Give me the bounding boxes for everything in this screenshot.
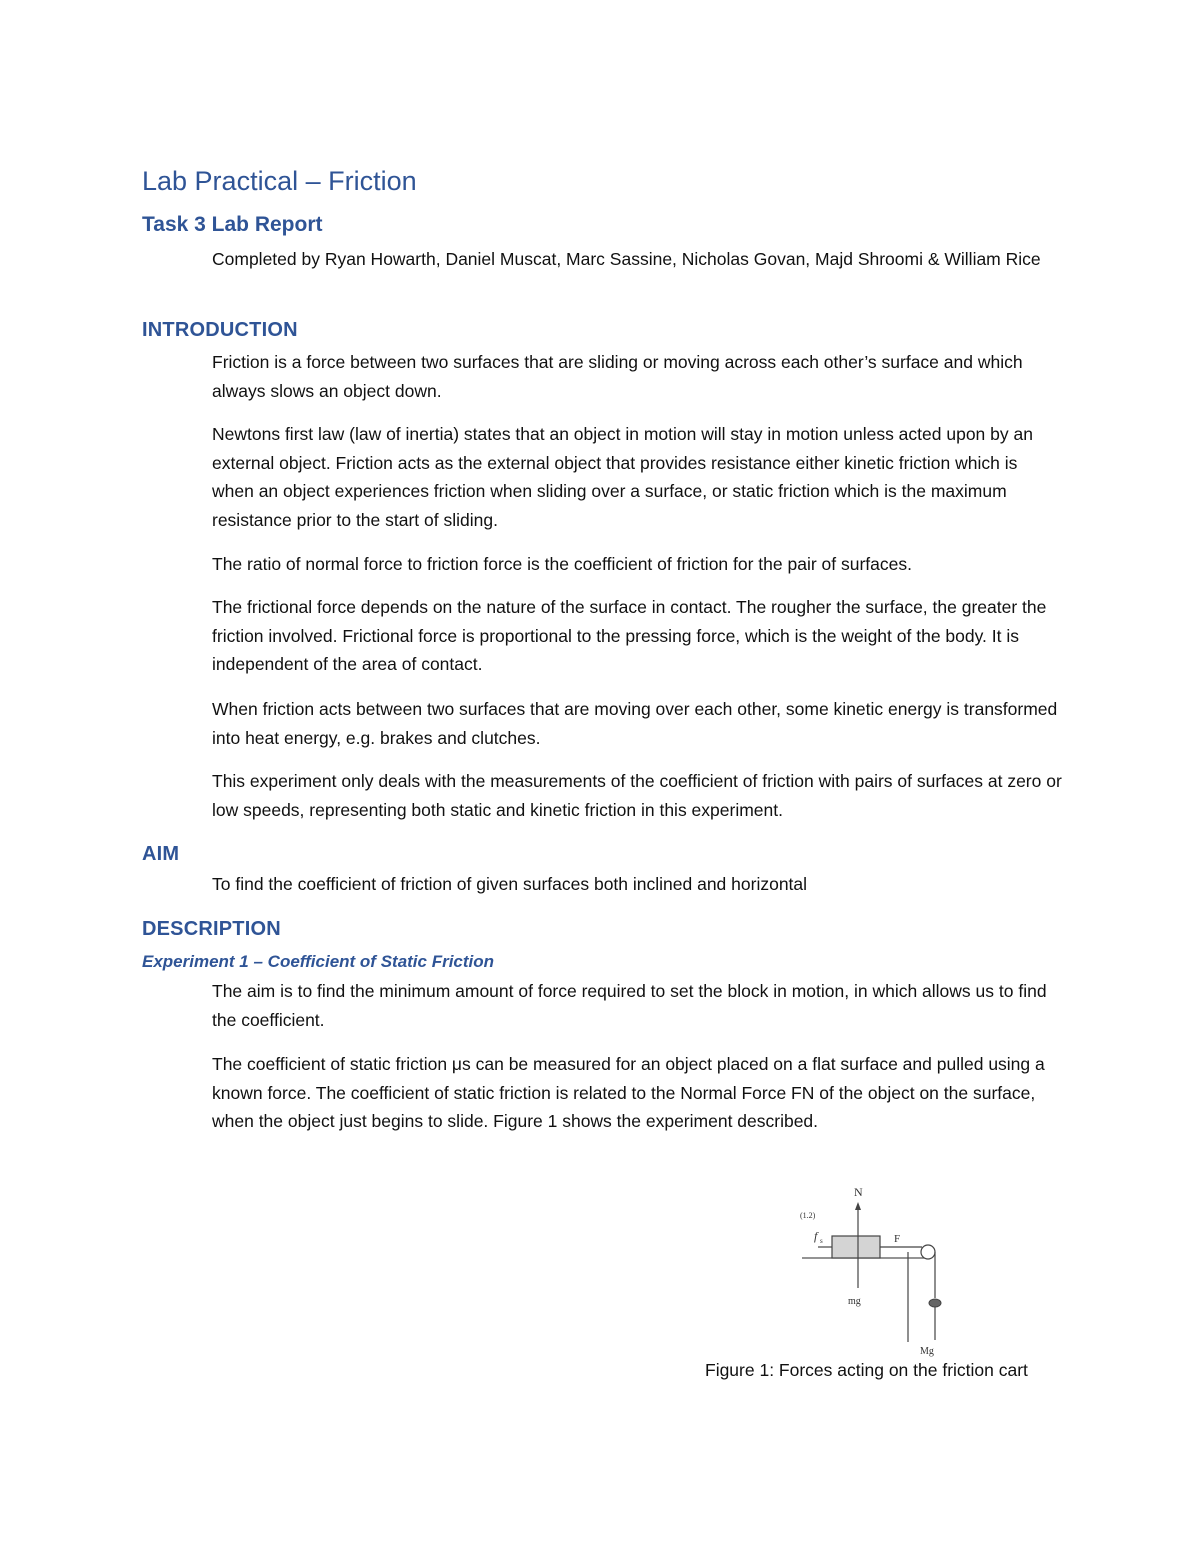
hanging-weight-label: Mg <box>920 1346 934 1357</box>
intro-paragraph-5: When friction acts between two surfaces that are moving over each other, some kinetic energy is transformed into heat energy, e.g. brakes and clutches. <box>212 699 1058 748</box>
intro-paragraph-6: This experiment only deals with the measurements of the coefficient of friction with pairs of surfaces at zero or low speeds, representing both static and kinetic friction in this experiment. <box>212 771 1062 820</box>
intro-paragraph-3: The ratio of normal force to friction force is the coefficient of friction for the pair of surfaces. <box>212 554 912 574</box>
experiment-1-paragraph-2: The coefficient of static friction μs can be measured for an object placed on a flat surface and pulled using a known force. The coefficient of static friction is related to the Normal Force FN of the object on the surface, when the object just begins to slide. Figure 1 shows the experiment described. <box>212 1054 1045 1131</box>
cart-block <box>832 1236 880 1258</box>
aim-heading: AIM <box>142 843 180 865</box>
intro-paragraph-4: The frictional force depends on the nature of the surface in contact. The rougher the surface, the greater the friction involved. Frictional force is proportional to the pressing force, which is the weight of the body. It is independent of the area of contact. <box>212 597 1047 674</box>
figure-1-forces-diagram <box>796 1180 956 1360</box>
document-subtitle: Task 3 Lab Report <box>142 213 323 236</box>
friction-label: f <box>814 1229 818 1243</box>
introduction-heading: INTRODUCTION <box>142 319 298 341</box>
pulley <box>921 1245 935 1259</box>
intro-paragraph-1: Friction is a force between two surfaces that are sliding or moving across each other’s surface and which always slows an object down. <box>212 352 1023 401</box>
normal-arrowhead <box>855 1202 861 1210</box>
friction-sub-label: s <box>820 1237 823 1245</box>
description-heading: DESCRIPTION <box>142 918 281 940</box>
forces-diagram-svg <box>796 1180 956 1360</box>
aim-text: To find the coefficient of friction of given surfaces both inclined and horizontal <box>212 874 808 894</box>
intro-paragraph-2: Newtons first law (law of inertia) states that an object in motion will stay in motion unless acted upon by an external object. Friction acts as the external object that provides resistance either kinetic friction which is when an object experiences friction when sliding over a surface, or static friction which is the maximum resistance prior to the start of sliding. <box>212 424 1033 530</box>
normal-label: N <box>854 1185 863 1199</box>
authors-line: Completed by Ryan Howarth, Daniel Muscat, Marc Sassine, Nicholas Govan, Majd Shroomi & William Rice <box>212 249 1041 269</box>
figure-1-caption: Figure 1: Forces acting on the friction cart <box>705 1360 1028 1380</box>
weight-label: mg <box>848 1296 861 1307</box>
experiment-1-paragraph-1: The aim is to find the minimum amount of force required to set the block in motion, in which allows us to find the coefficient. <box>212 981 1047 1030</box>
hanging-mass <box>929 1299 941 1307</box>
experiment-1-heading: Experiment 1 – Coefficient of Static Friction <box>142 952 495 971</box>
force-label: F <box>894 1233 901 1245</box>
eq-label: (1.2) <box>800 1211 816 1220</box>
document-title: Lab Practical – Friction <box>142 166 417 196</box>
